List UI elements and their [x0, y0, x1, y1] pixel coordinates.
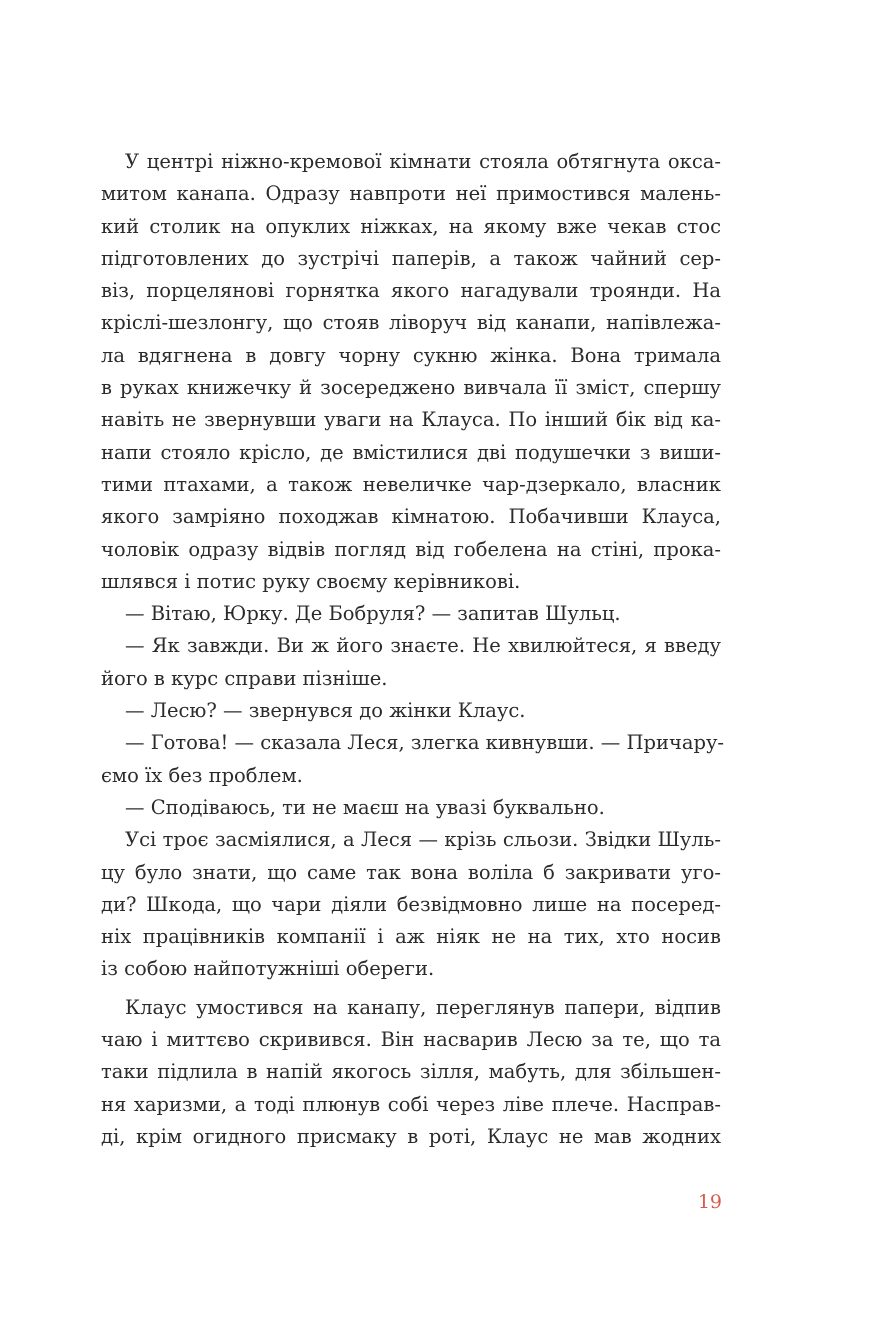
text-line: ла вдягнена в довгу чорну сукню жінка. Вона тримала: [101, 343, 721, 367]
dialogue-line: — Вітаю, Юрку. Де Бобруля? — запитав Шульц.: [125, 602, 621, 626]
text-line: якого замріяно походжав кімнатою. Побачивши Клауса,: [101, 505, 721, 529]
text-line: напи стояло крісло, де вмістилися дві подушечки з виши-: [101, 440, 721, 464]
text-line: чоловік одразу відвів погляд від гобелена на стіні, прока-: [101, 537, 721, 561]
text-line: Усі троє засміялися, а Леся — крізь сльози. Звідки Шуль-: [125, 828, 721, 852]
text-line: ня харизми, а тоді плюнув собі через ліве плече. Насправ-: [101, 1092, 721, 1116]
dialogue-line: — Готова! — сказала Леся, злегка кивнувши. — Причару-: [125, 731, 725, 755]
text-line: підготовлених до зустрічі паперів, а також чайний сер-: [101, 246, 721, 270]
dialogue-line: — Лесю? — звернувся до жінки Клаус.: [125, 699, 526, 723]
dialogue-line: його в курс справи пізніше.: [101, 666, 388, 690]
text-line: ніх працівників компанії і аж ніяк не на тих, хто носив: [101, 925, 721, 949]
text-line: в руках книжечку й зосереджено вивчала її зміст, спершу: [101, 376, 721, 400]
dialogue-line: ємо їх без проблем.: [101, 763, 303, 787]
dialogue-line: — Сподіваюсь, ти не маєш на увазі буквально.: [125, 795, 605, 819]
body-text: [101, 146, 725, 1153]
text-line: чаю і миттєво скривився. Він насварив Лесю за те, що та: [101, 1028, 721, 1052]
text-line: У центрі ніжно-кремової кімнати стояла обтягнута окса-: [125, 150, 721, 173]
text-line: віз, порцелянові горнятка якого нагадували троянди. На: [101, 279, 721, 303]
text-line: із собою найпотужніші обереги.: [101, 957, 435, 981]
dialogue-line: — Як завжди. Ви ж його знаєте. Не хвилюйтеся, я введу: [125, 634, 721, 658]
text-line: митом канапа. Одразу навпроти неї примостився малень-: [101, 182, 721, 206]
text-line: кріслі-шезлонгу, що стояв ліворуч від канапи, напівлежа-: [101, 311, 721, 335]
page-number: 19: [697, 1191, 722, 1213]
text-line: ди? Шкода, що чари діяли безвідмовно лише на посеред-: [101, 892, 721, 916]
text-line: цу було знати, що саме так вона воліла б закривати уго-: [101, 860, 721, 884]
text-line: тими птахами, а також невеличке чар-дзеркало, власник: [101, 472, 721, 496]
text-line: шлявся і потис руку своєму керівникові.: [101, 569, 521, 593]
text-line: кий столик на опуклих ніжках, на якому вже чекав стос: [101, 214, 721, 238]
text-line: таки підлила в напій якогось зілля, мабуть, для збільшен-: [101, 1060, 721, 1084]
text-line: Клаус умостився на канапу, переглянув папери, відпив: [125, 995, 721, 1019]
text-line: ді, крім огидного присмаку в роті, Клаус не мав жодних: [101, 1124, 721, 1148]
text-line: навіть не звернувши уваги на Клауса. По інший бік від ка-: [101, 408, 721, 432]
